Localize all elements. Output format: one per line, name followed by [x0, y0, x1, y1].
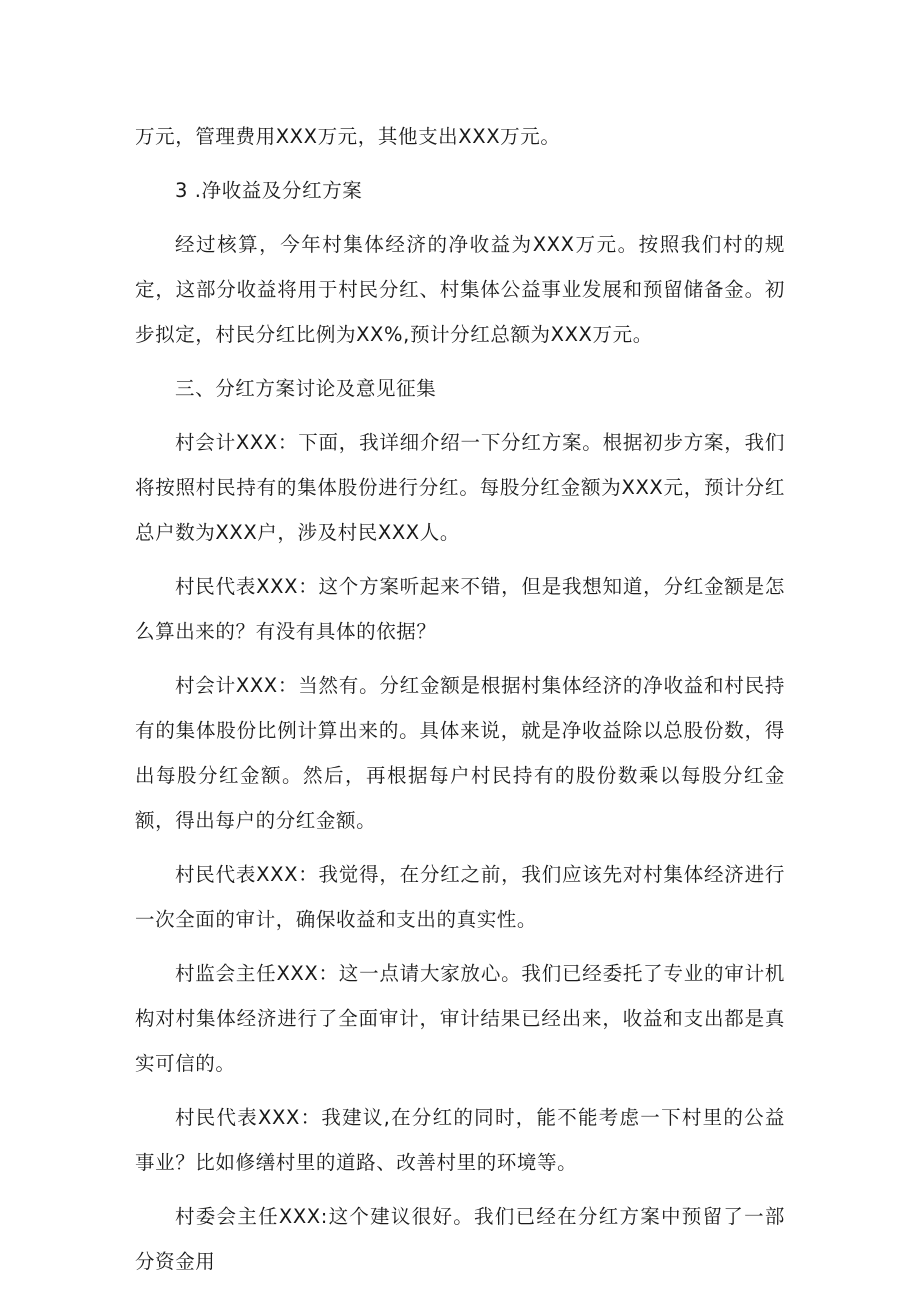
- paragraph-villager-suggestion: 村民代表XXX：我建议,在分红的同时，能不能考虑一下村里的公益事业？比如修缮村里的道路、改善村里的环境等。: [135, 1106, 785, 1174]
- paragraph-accountant-intro: 村会计XXX：下面，我详细介绍一下分红方案。根据初步方案，我们将按照村民持有的集体股份进行分红。每股分红金额为XXX元，预计分红总户数为XXX户，涉及村民XXX人。: [135, 431, 785, 544]
- paragraph-villager-audit: 村民代表XXX：我觉得，在分红之前，我们应该先对村集体经济进行一次全面的审计，确保收益和支出的真实性。: [135, 863, 785, 931]
- paragraph-expenses-continuation: 万元，管理费用XXX万元，其他支出XXX万元。: [135, 125, 561, 148]
- document-body: [135, 114, 785, 1293]
- paragraph-accountant-answer: 村会计XXX：当然有。分红金额是根据村集体经济的净收益和村民持有的集体股份比例计算出来的。具体来说，就是净收益除以总股份数，得出每股分红金额。然后，再根据每户村民持有的股份数乘以每股分红金额，得出每户的分红金额。: [135, 674, 785, 832]
- paragraph-net-income: 经过核算，今年村集体经济的净收益为XXX万元。按照我们村的规定，这部分收益将用于村民分红、村集体公益事业发展和预留储备金。初步拟定，村民分红比例为XX%,预计分红总额为XXX万元。: [135, 233, 785, 346]
- paragraph-supervisor-reply: 村监会主任XXX：这一点请大家放心。我们已经委托了专业的审计机构对村集体经济进行了全面审计，审计结果已经出来，收益和支出都是真实可信的。: [135, 962, 785, 1075]
- section-heading-net-income: 3 .净收益及分红方案: [175, 179, 363, 202]
- section-heading-discussion: 三、分红方案讨论及意见征集: [175, 377, 437, 400]
- paragraph-director-reply: 村委会主任XXX:这个建议很好。我们已经在分红方案中预留了一部分资金用: [135, 1205, 785, 1273]
- paragraph-villager-question: 村民代表XXX：这个方案听起来不错，但是我想知道，分红金额是怎么算出来的？有没有具体的依据？: [135, 575, 785, 643]
